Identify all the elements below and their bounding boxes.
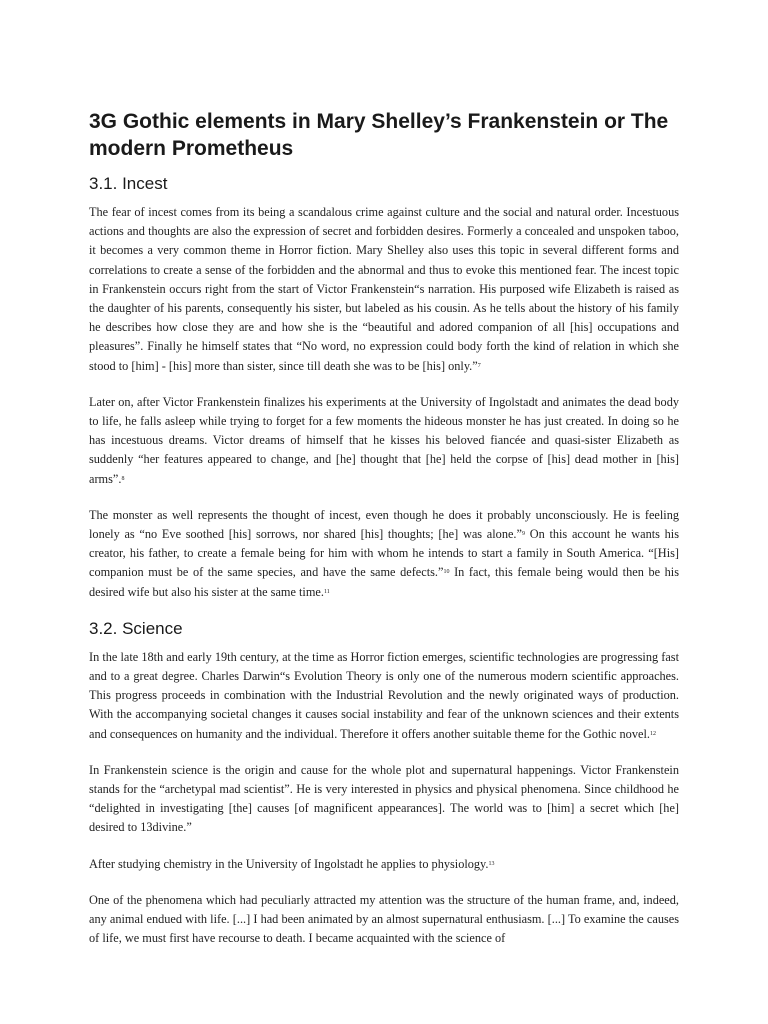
footnote-marker[interactable]: 13: [488, 860, 495, 867]
section-science: [89, 619, 679, 949]
section-incest: [89, 174, 679, 602]
footnote-marker[interactable]: 7: [477, 362, 481, 369]
paragraph: After studying chemistry in the University of Ingolstadt he applies to physiology.$^{13}$: [89, 856, 495, 871]
document-title: 3G Gothic elements in Mary Shelley’s Frankenstein or The modern Prometheus: [89, 110, 669, 160]
footnote-marker[interactable]: 9: [521, 531, 525, 538]
footnote-marker[interactable]: 11: [323, 588, 330, 595]
paragraph: Later on, after Victor Frankenstein finalizes his experiments at the University of Ingolstadt and animates the dead body to life, he falls asleep while trying to forget for a few moments the hideous monster he has just created. In doing so he has incestuous dreams. Victor dreams of himself that he kisses his beloved fiancée and quasi-sister Elizabeth as suddenly “her features appeared to change, and [he] thought that [he] held the corpse of [his] dead mother in [his] arms”.$^8$: [89, 394, 679, 486]
footnote-marker[interactable]: 10: [443, 569, 450, 576]
paragraph: The monster as well represents the thought of incest, even though he does it probably unconsciously. He is feeling lonely as “no Eve soothed [his] sorrows, nor shared [his] thoughts; [he] was alone.”$^9$ On this account he wants his creator, his father, to create a female being for him with whom he intends to start a family in South America. “[His] companion must be of the same species, and have the same defects.”$^{10}$ In fact, this female being would then be his desired wife but also his sister at the same time.$^{11}$: [89, 507, 679, 599]
paragraph: In Frankenstein science is the origin and cause for the whole plot and supernatural happenings. Victor Frankenstein stands for the “archetypal mad scientist”. He is very interested in physics and physical phenomena. Since childhood he “delighted in investigating [the] causes [of magnificent appearances]. The world was to [him] a secret which [he] desired to 13divine.”: [89, 762, 679, 835]
section-heading: 3.2. Science: [89, 618, 183, 638]
block-quote: One of the phenomena which had peculiarly attracted my attention was the structure of the human frame, and, indeed, any animal endued with life. [...] I had been animated by an almost supernatural enthusiasm. [...] To examine the causes of life, we must first have recourse to death. I became acquainted with the science of: [89, 892, 679, 946]
footnote-marker[interactable]: 12: [649, 730, 656, 737]
document-page: [89, 108, 679, 949]
paragraph: The fear of incest comes from its being a scandalous crime against culture and the social and natural order. Incestuous actions and thoughts are also the expression of secret and forbidden desires. Formerly a concealed and unspoken taboo, it becomes a very common theme in Horror fiction. Mary Shelley also uses this topic in several different forms and correlations to create a sense of the forbidden and the abnormal and thus to evoke this mentioned fear. The incest topic in Frankenstein occurs right from the start of Victor Frankenstein“s narration. His purposed wife Elizabeth is raised as the daughter of his parents, consequently his sister, but labeled as his cousin. As he tells about the history of his family he describes how close they are and how she is the “beautiful and adored companion of all [his] occupations and pleasures”. Finally he himself states that “No word, no expression could body forth the kind of relation in which she stood to [him] - [his] more than sister, since till death she was to be [his] only.”$^7$: [89, 205, 679, 373]
footnote-marker[interactable]: 8: [121, 475, 125, 482]
section-heading: 3.1. Incest: [89, 174, 168, 193]
paragraph: In the late 18th and early 19th century, at the time as Horror fiction emerges, scientific technologies are progressing fast and to a great degree. Charles Darwin“s Evolution Theory is only one of the numerous modern scientific approaches. This progress proceeds in combination with the Industrial Revolution and the newly originated ways of production. With the accompanying societal changes it causes social instability and fear of the unknown sciences and their extents and consequences on humanity and the individual. Therefore it offers another suitable theme for the Gothic novel.$^{12}$: [89, 649, 679, 741]
